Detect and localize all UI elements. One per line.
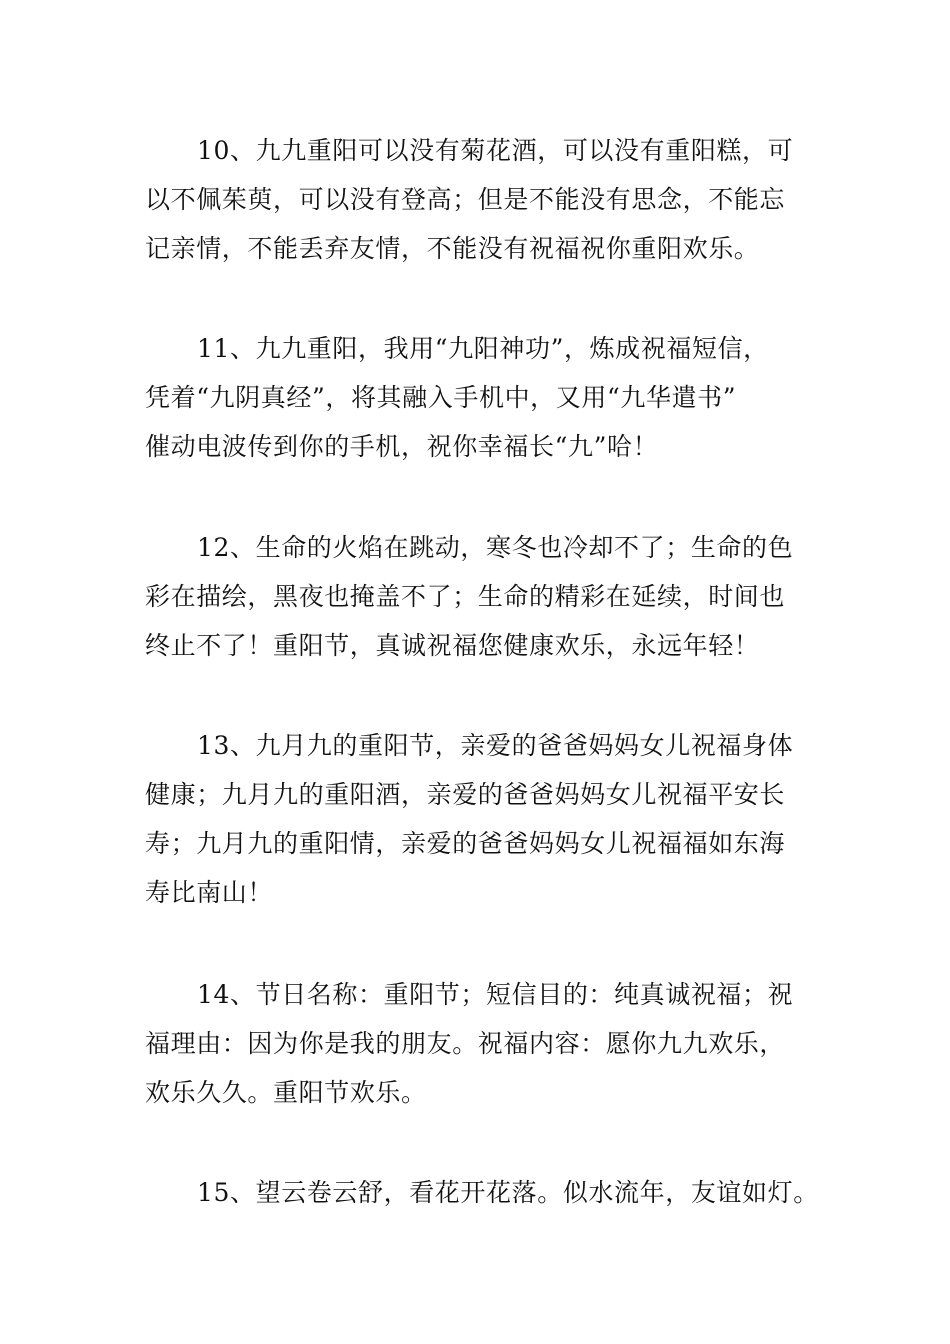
text-line: 凭着“九阴真经”，将其融入手机中，又用“九华遣书” (145, 383, 737, 412)
text-line: 彩在描绘，黑夜也掩盖不了；生命的精彩在延续，时间也 (145, 582, 786, 611)
paragraph-12 (145, 523, 835, 670)
paragraph-11 (145, 324, 835, 471)
text-line: 15、望云卷云舒，看花开花落。似水流年，友谊如灯。 (197, 1178, 819, 1207)
paragraph-15 (145, 1168, 835, 1217)
text-line: 欢乐久久。重阳节欢乐。 (145, 1078, 427, 1107)
text-line: 终止不了！重阳节，真诚祝福您健康欢乐，永远年轻！ (145, 631, 760, 660)
paragraph-10 (145, 126, 835, 273)
text-line: 寿；九月九的重阳情，亲爱的爸爸妈妈女儿祝福福如东海 (145, 829, 786, 858)
text-line: 催动电波传到你的手机，祝你幸福长“九”哈！ (145, 432, 659, 461)
text-line: 以不佩茱萸，可以没有登高；但是不能没有思念，不能忘 (145, 185, 786, 214)
text-line: 10、九九重阳可以没有菊花酒，可以没有重阳糕，可 (197, 136, 794, 165)
paragraph-13 (145, 721, 835, 917)
text-line: 11、九九重阳，我用“九阳神功”，炼成祝福短信， (197, 334, 769, 363)
text-line: 记亲情，不能丢弃友情，不能没有祝福祝你重阳欢乐。 (145, 234, 760, 263)
text-line: 12、生命的火焰在跳动，寒冬也冷却不了；生命的色 (197, 533, 794, 562)
text-line: 健康；九月九的重阳酒，亲爱的爸爸妈妈女儿祝福平安长 (145, 780, 786, 809)
text-line: 寿比南山！ (145, 878, 274, 907)
paragraph-14 (145, 970, 835, 1117)
text-line: 福理由：因为你是我的朋友。祝福内容：愿你九九欢乐， (145, 1029, 786, 1058)
text-line: 13、九月九的重阳节，亲爱的爸爸妈妈女儿祝福身体 (197, 731, 794, 760)
text-line: 14、节日名称：重阳节；短信目的：纯真诚祝福；祝 (197, 980, 794, 1009)
